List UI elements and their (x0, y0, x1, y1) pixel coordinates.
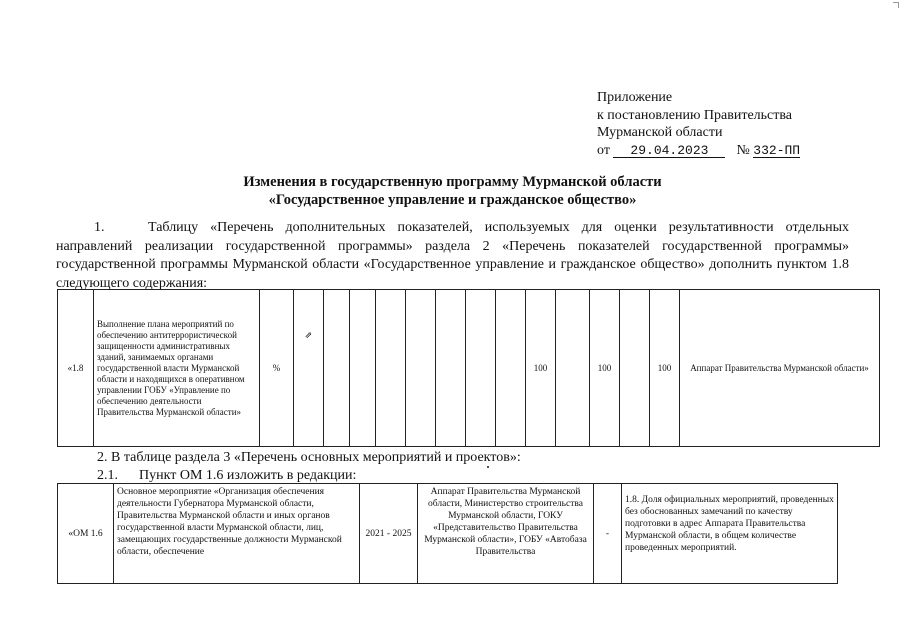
value-cell-2: 100 (590, 290, 620, 447)
section-2-1-number: 2.1. (97, 468, 118, 483)
appendix-line2: к постановлению Правительства (597, 107, 793, 123)
table-row (58, 484, 838, 584)
empty-cell (496, 290, 526, 447)
responsible-cell: Аппарат Правительства Мурманской области» (680, 290, 880, 447)
empty-cell (620, 290, 650, 447)
corner-mark (893, 2, 899, 8)
measure-name: Основное мероприятие «Организация обеспечения деятельности Губернатора Мурманской области, Правительства Мурманской области и иных органов государственной власти Мурманской области, лиц, замещающих государственные должности Мурманской области, обеспечение (114, 484, 360, 584)
row-number: «1.8 (58, 290, 94, 447)
scan-speck (487, 466, 489, 468)
section-2-1-line (97, 468, 356, 484)
measures-table (57, 483, 838, 584)
resolution-number: 332-ПП (753, 142, 801, 158)
section-2-heading: 2. В таблице раздела 3 «Перечень основных мероприятий и проектов»: (97, 450, 521, 465)
empty-cell (350, 290, 376, 447)
direction-icon: ⇗ (294, 290, 324, 447)
measure-indicator: 1.8. Доля официальных мероприятий, проведенных без обоснованных замечаний по качеству подготовки в адрес Аппарата Правительства Мурманской области, в общем количестве проведенных мероприятий. (622, 484, 838, 584)
table-row (58, 290, 880, 447)
paragraph-1-text: Таблицу «Перечень дополнительных показателей, используемых для оценки результативности отдельных направлений реализации государственной программы» раздела 2 «Перечень показателей государственной программы» государственной программы Мурманской области «Государственное управление и гражданское общество» дополнить пунктом 1.8 следующего содержания: (56, 220, 849, 291)
empty-cell (466, 290, 496, 447)
empty-cell (376, 290, 406, 447)
empty-cell (406, 290, 436, 447)
empty-cell (436, 290, 466, 447)
measure-number: «ОМ 1.6 (58, 484, 114, 584)
unit-cell: % (260, 290, 294, 447)
appendix-line1: Приложение (597, 90, 673, 105)
indicator-table (57, 289, 880, 447)
empty-cell (556, 290, 590, 447)
measure-dash: - (594, 484, 622, 584)
appendix-date-line (597, 142, 800, 160)
value-cell-3: 100 (650, 290, 680, 447)
paragraph-1-number: 1. (94, 220, 105, 235)
indicator-name: Выполнение плана мероприятий по обеспечению антитеррористической защищенности административных зданий, занимаемых органами государственной власти Мурманской области и находящихся в оперативном управлении ГОБУ «Управление по обеспечению деятельности Правительства Мурманской области» (94, 290, 260, 447)
doc-title-line1: Изменения в государственную программу Мурманской области (243, 174, 662, 190)
empty-cell (324, 290, 350, 447)
paragraph-1 (56, 219, 849, 293)
doc-title-line2: «Государственное управление и гражданское общество» (268, 192, 637, 208)
date-prefix: от (597, 142, 610, 158)
appendix-block (597, 89, 800, 159)
measure-years: 2021 - 2025 (360, 484, 418, 584)
resolution-date: 29.04.2023 (613, 144, 725, 158)
number-prefix: № (736, 142, 750, 158)
measure-executors: Аппарат Правительства Мурманской области, Министерство строительства Мурманской области, ГОКУ «Представительство Правительства Мурманской области», ГОБУ «Автобаза Правительства (418, 484, 594, 584)
section-2-1-text: Пункт ОМ 1.6 изложить в редакции: (139, 468, 357, 483)
appendix-line3: Мурманской области (597, 125, 723, 140)
value-cell-1: 100 (526, 290, 556, 447)
